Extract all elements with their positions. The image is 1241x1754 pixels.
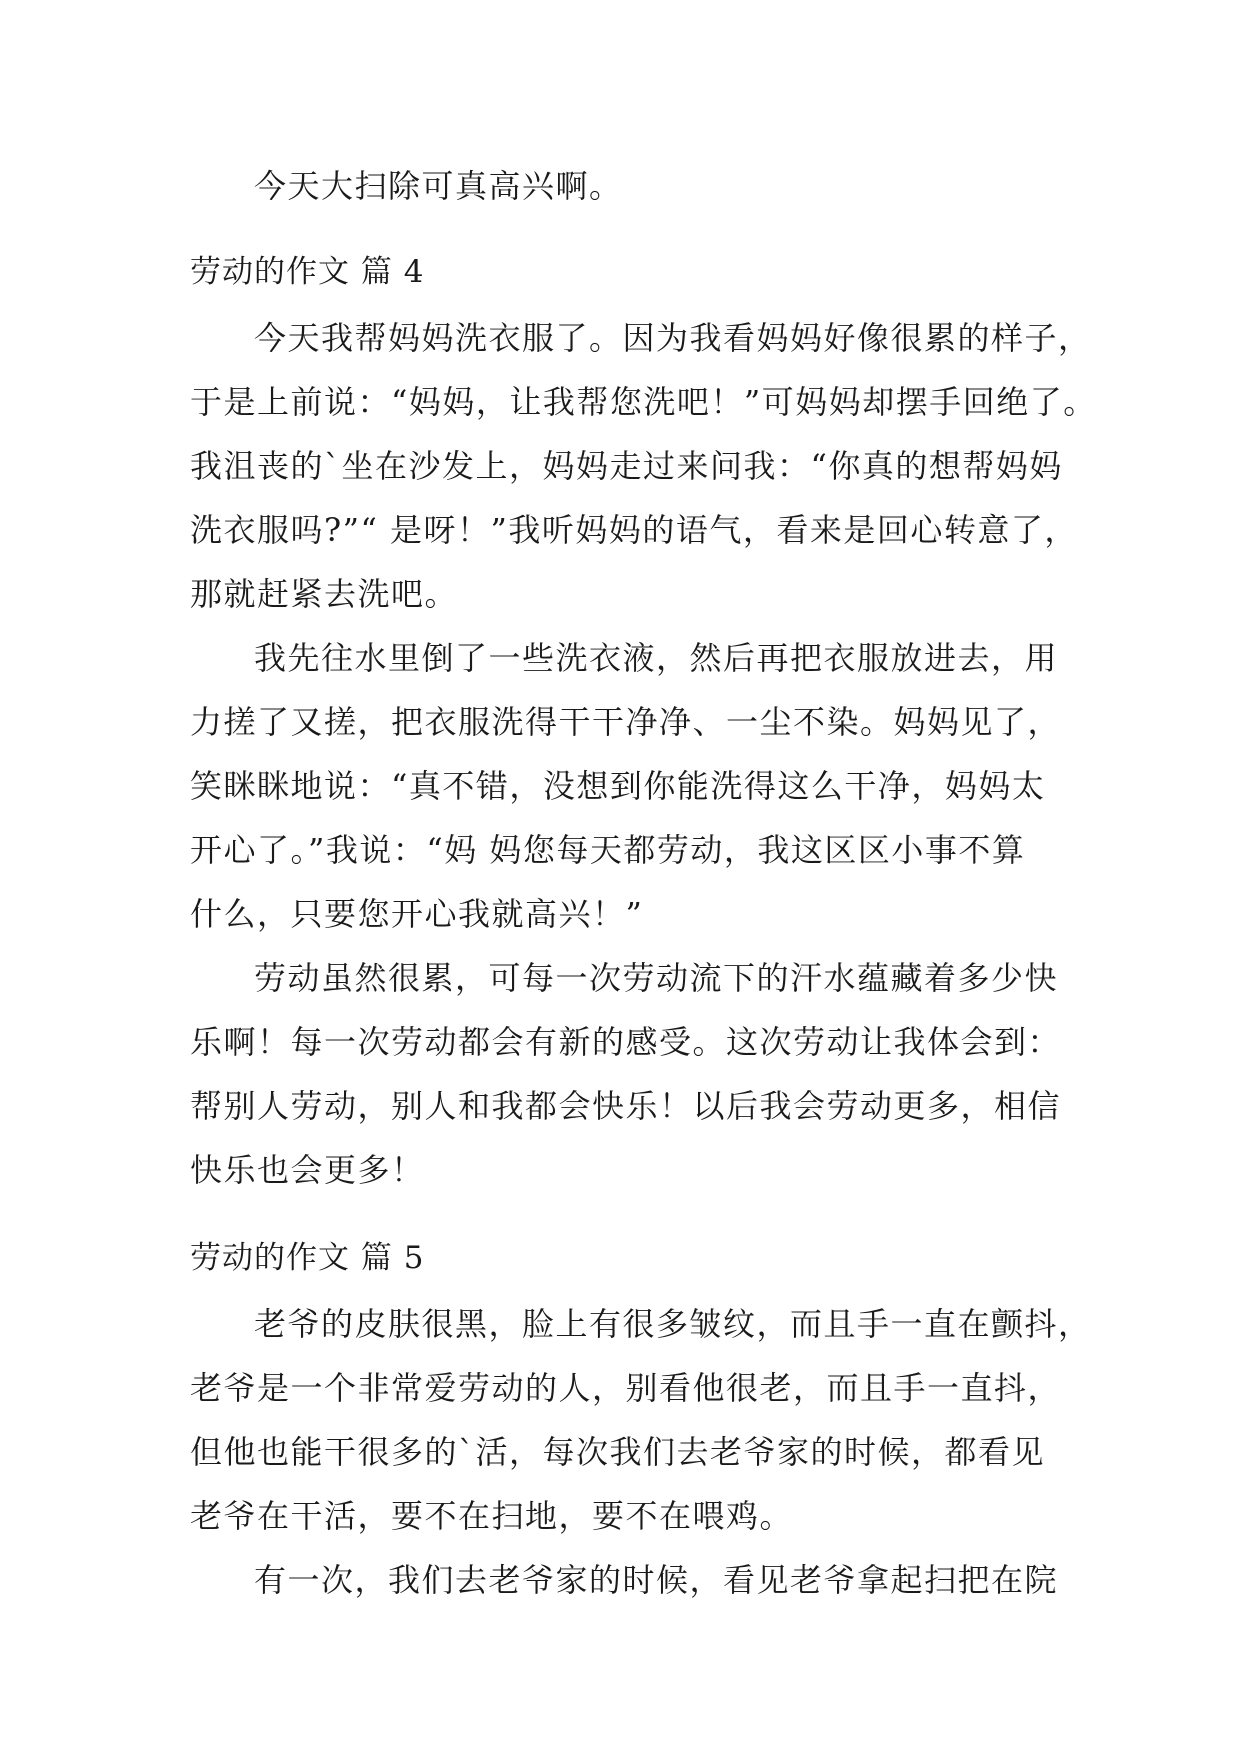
- text-line: 老爷在干活，要不在扫地，要不在喂鸡。: [190, 1497, 794, 1535]
- text-line: 快乐也会更多！: [190, 1151, 425, 1189]
- text-line: 笑眯眯地说：“真不错，没想到你能洗得这么干净，妈妈太: [190, 767, 1046, 805]
- text-line: 今天我帮妈妈洗衣服了。因为我看妈妈好像很累的样子，: [254, 319, 1092, 357]
- text-line: 老爷的皮肤很黑，脸上有很多皱纹，而且手一直在颤抖，: [254, 1305, 1092, 1343]
- section-heading: 劳动的作文 篇 4: [190, 254, 425, 290]
- text-line: 力搓了又搓，把衣服洗得干干净净、一尘不染。妈妈见了，: [190, 703, 1062, 741]
- section-heading: 劳动的作文 篇 5: [190, 1240, 425, 1276]
- text-line: 那就赶紧去洗吧。: [190, 575, 459, 613]
- text-line: 开心了。”我说：“妈 妈您每天都劳动，我这区区小事不算: [190, 831, 1026, 869]
- text-line: 帮别人劳动，别人和我都会快乐！以后我会劳动更多，相信: [190, 1087, 1062, 1125]
- text-line: 乐啊！每一次劳动都会有新的感受。这次劳动让我体会到：: [190, 1023, 1062, 1061]
- text-line: 但他也能干很多的`活，每次我们去老爷家的时候，都看见: [190, 1433, 1046, 1471]
- text-line: 洗衣服吗?”“ 是呀！”我听妈妈的语气，看来是回心转意了，: [190, 511, 1078, 549]
- text-line: 我沮丧的`坐在沙发上，妈妈走过来问我：“你真的想帮妈妈: [190, 447, 1063, 485]
- text-line: 今天大扫除可真高兴啊。: [254, 167, 623, 205]
- text-line: 有一次，我们去老爷家的时候，看见老爷拿起扫把在院: [254, 1561, 1059, 1599]
- text-line: 于是上前说：“妈妈，让我帮您洗吧！”可妈妈却摆手回绝了。: [190, 383, 1097, 421]
- text-line: 什么，只要您开心我就高兴！”: [190, 895, 644, 933]
- text-line: 我先往水里倒了一些洗衣液，然后再把衣服放进去，用: [254, 639, 1059, 677]
- text-line: 老爷是一个非常爱劳动的人，别看他很老，而且手一直抖，: [190, 1369, 1062, 1407]
- text-line: 劳动虽然很累，可每一次劳动流下的汗水蕴藏着多少快: [254, 959, 1059, 997]
